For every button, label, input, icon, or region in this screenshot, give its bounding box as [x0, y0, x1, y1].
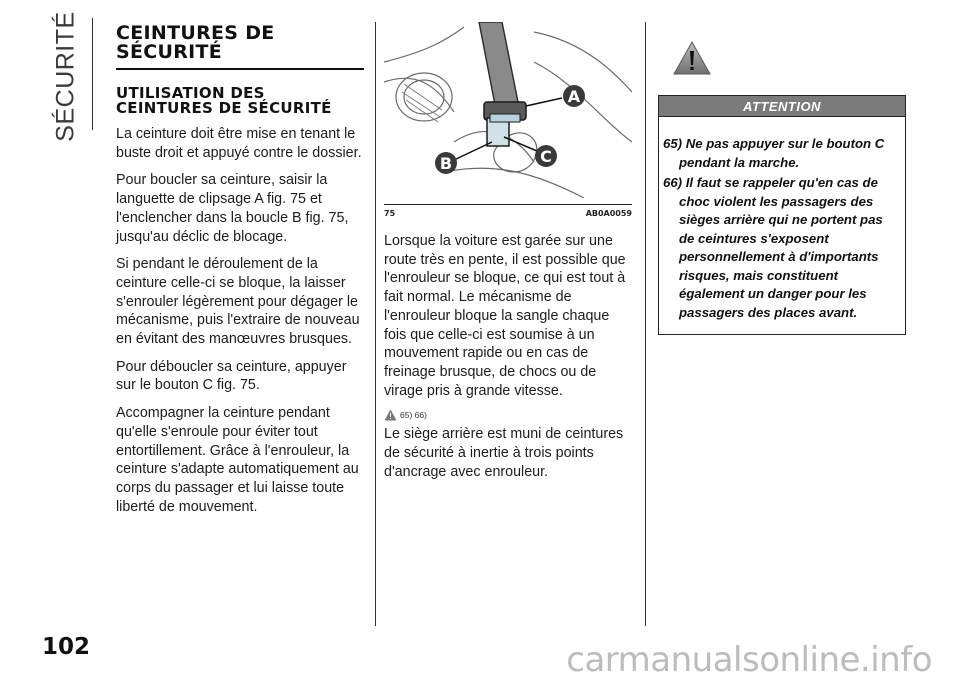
attention-item: 66) Il faut se rappeler qu'en cas de choc violent les passagers des sièges arrière qui ne portent pas de ceintures s'exposent personnellement à d'importants risques, mais constituent également un danger pour les passagers des places avant.	[663, 175, 883, 320]
column-divider	[645, 22, 646, 626]
attention-box	[658, 117, 906, 335]
section-title: UTILISATION DES CEINTURES DE SÉCURITÉ	[116, 84, 332, 117]
attention-banner: ATTENTION	[658, 95, 906, 117]
chapter-title: CEINTURES DE SÉCURITÉ	[116, 24, 364, 70]
side-tab-label: SÉCURITÉ	[51, 10, 80, 142]
paragraph: Accompagner la ceinture pendant qu'elle s'enroule pour éviter tout entortillement. Grâce à l'enrouleur, la ceinture s'adapte automatiquement au corps du passager et lui laisse toute liberté de mouvement.	[116, 405, 359, 515]
column-3	[658, 40, 906, 335]
warning-triangle-small-icon	[384, 409, 397, 421]
side-tab-rule	[92, 18, 93, 130]
paragraph: Pour déboucler sa ceinture, appuyer sur le bouton C fig. 75.	[116, 358, 347, 394]
paragraph: Pour boucler sa ceinture, saisir la languette de clipsage A fig. 75 et l'enclencher dans la boucle B fig. 75, jusqu'au déclic de blocage.	[116, 172, 349, 245]
page-number: 102	[42, 634, 91, 660]
warning-triangle-icon	[672, 40, 712, 76]
figure-caption	[384, 204, 632, 218]
watermark: carmanualsonline.info	[566, 640, 932, 680]
warning-references	[384, 409, 632, 421]
column-2	[384, 22, 632, 490]
seatbelt-illustration	[384, 22, 632, 198]
callout-a-label: A	[567, 87, 581, 106]
paragraph: Lorsque la voiture est garée sur une route très en pente, il est possible que l'enrouleur se bloque, ce qui est tout à fait normal. Le mécanisme de l'enrouleur bloque la sangle chaque fois que celle-ci est soumise à un mouvement rapide ou en cas de freinage brusque, de chocs ou de virage pris à grande vitesse.	[384, 233, 626, 399]
column-1	[116, 24, 364, 525]
figure-code: AB0A0059	[585, 209, 632, 218]
column-divider	[375, 22, 376, 626]
figure-75-seatbelt-illustration	[384, 22, 632, 198]
callout-c-label: C	[540, 147, 552, 166]
side-tab	[40, 10, 92, 142]
warning-references-text: 65) 66)	[400, 410, 427, 421]
figure-number: 75	[384, 209, 396, 218]
callout-b-label: B	[439, 154, 453, 173]
paragraph: Si pendant le déroulement de la ceinture celle-ci se bloque, la laisser s'enrouler légèrement pour dégager le mécanisme, puis l'extraire de nouveau en évitant des manœuvres brusques.	[116, 256, 360, 348]
paragraph: La ceinture doit être mise en tenant le buste droit et appuyé contre le dossier.	[116, 126, 362, 161]
attention-item: 65) Ne pas appuyer sur le bouton C pendant la marche.	[663, 136, 885, 170]
paragraph: Le siège arrière est muni de ceintures de sécurité à inertie à trois points d'ancrage avec enrouleur.	[384, 426, 624, 480]
